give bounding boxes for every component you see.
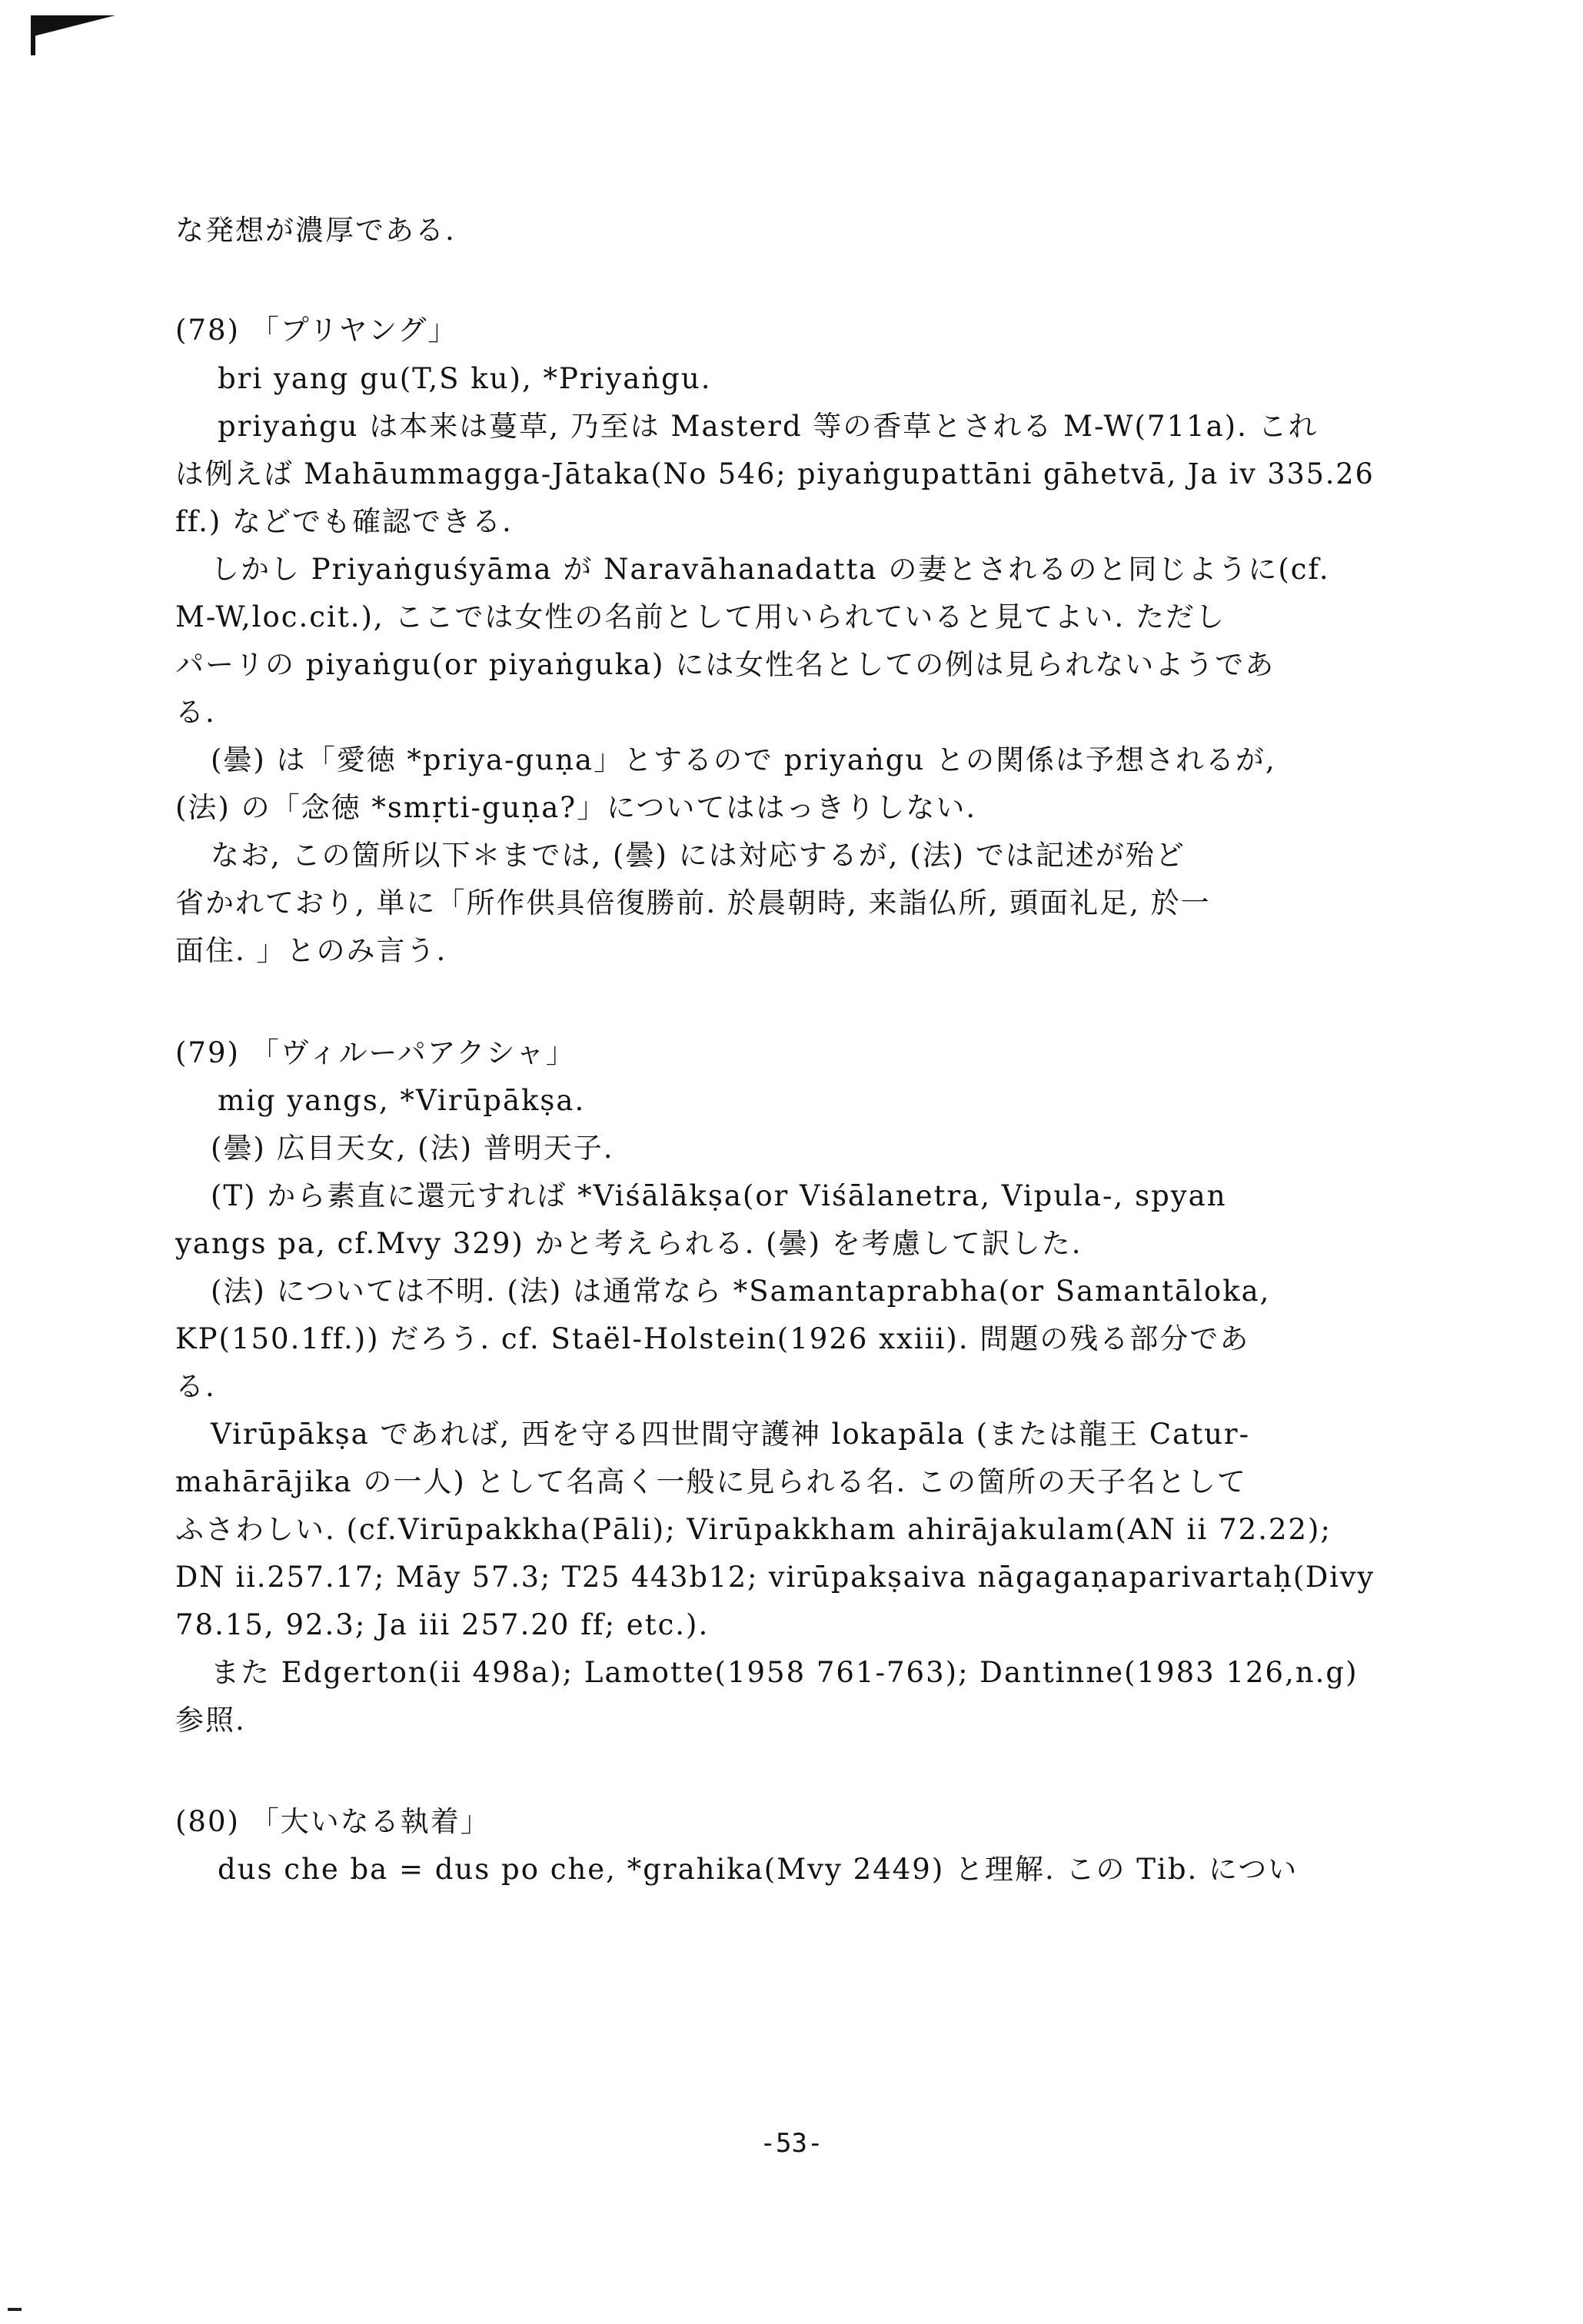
text-line: bri yang gu(T,S ku), *Priyaṅgu. (218, 362, 712, 395)
page-number: -53- (760, 2128, 823, 2159)
text-line: る. (175, 696, 216, 729)
text-line: DN ii.257.17; Māy 57.3; T25 443b12; virūpakṣaiva nāgagaṇaparivartaḥ(Divy (175, 1561, 1375, 1594)
text-line: dus che ba = dus po che, *grahika(Mvy 2449) と理解. この Tib. につい (218, 1853, 1299, 1886)
text-line: 78.15, 92.3; Ja iii 257.20 ff; etc.). (175, 1608, 710, 1641)
note-heading-80: (80) 「大いなる執着」 (175, 1805, 491, 1838)
text-line: なお, この箇所以下＊までは, (曇) には対応するが, (法) では記述が殆ど (211, 839, 1186, 872)
text-line: 省かれており, 単に「所作供具倍復勝前. 於晨朝時, 来詣仏所, 頭面礼足, 於一 (175, 886, 1211, 919)
text-line: (法) については不明. (法) は通常なら *Samantaprabha(or Samantāloka, (211, 1275, 1271, 1308)
corner-mark (31, 15, 115, 37)
text-line: 面住. 」とのみ言う. (175, 934, 447, 967)
text-line: ふさわしい. (cf.Virūpakkha(Pāli); Virūpakkham ahirājakulam(AN ii 72.22); (175, 1513, 1332, 1546)
text-line: な発想が濃厚である. (175, 214, 456, 247)
note-heading-78: (78) 「プリヤング」 (175, 314, 458, 347)
text-line: (曇) は「愛徳 *priya-guṇa」とするので priyaṅgu との関係は予想されるが, (211, 743, 1276, 776)
text-line: は例えば Mahāummagga-Jātaka(No 546; piyaṅgupattāni gāhetvā, Ja iv 335.26 (175, 457, 1375, 490)
text-line: priyaṅgu は本来は蔓草, 乃至は Masterd 等の香草とされる M-W(711a). これ (218, 410, 1319, 443)
text-line: yangs pa, cf.Mvy 329) かと考えられる. (曇) を考慮して訳した. (175, 1227, 1082, 1260)
text-line: ff.) などでも確認できる. (175, 505, 513, 538)
edge-mark (8, 2308, 22, 2311)
text-line: M-W,loc.cit.), ここでは女性の名前として用いられていると見てよい. ただし (175, 600, 1225, 633)
text-line: る. (175, 1370, 216, 1403)
text-line: パーリの piyaṅgu(or piyaṅguka) には女性名としての例は見られないようであ (175, 648, 1275, 681)
text-line: Virūpākṣa であれば, 西を守る四世間守護神 lokapāla (または龍王 Catur- (211, 1418, 1251, 1451)
text-line: また Edgerton(ii 498a); Lamotte(1958 761-763); Dantinne(1983 126,n.g) (211, 1656, 1359, 1689)
text-line: (法) の「念徳 *smṛti-guṇa?」についてははっきりしない. (175, 791, 977, 824)
text-line: (曇) 広目天女, (法) 普明天子. (211, 1132, 614, 1165)
note-heading-79: (79) 「ヴィルーパアクシャ」 (175, 1036, 576, 1069)
text-line: しかし Priyaṅguśyāma が Naravāhanadatta の妻とされるのと同じように(cf. (211, 553, 1330, 586)
corner-mark-tail (31, 15, 35, 55)
text-line: (T) から素直に還元すれば *Viśālākṣa(or Viśālanetra, Vipula-, spyan (211, 1179, 1227, 1212)
text-line: KP(150.1ff.)) だろう. cf. Staël-Holstein(1926 xxiii). 問題の残る部分であ (175, 1322, 1250, 1355)
text-line: mahārājika の一人) として名高く一般に見られる名. この箇所の天子名として (175, 1465, 1248, 1498)
text-line: 参照. (175, 1704, 246, 1737)
text-line: mig yangs, *Virūpākṣa. (218, 1084, 586, 1117)
